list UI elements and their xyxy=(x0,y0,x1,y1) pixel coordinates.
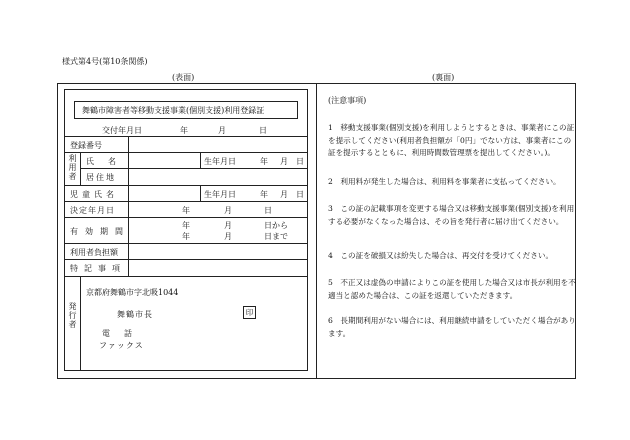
issuer-label: 発行者 xyxy=(68,302,77,329)
birth-date-label: 生年月日 xyxy=(204,157,236,166)
birth-column-line xyxy=(200,185,201,201)
birth-column-line xyxy=(200,152,201,168)
issuer-address: 京都府舞鶴市字北吸1044 xyxy=(86,288,179,297)
row-line xyxy=(64,276,308,277)
note-item: 5 不正又は虚偽の申請によりこの証を使用した場合又は市長が利用を不適当と認めた場合は、この証を返還していただきます。 xyxy=(328,278,576,300)
validity-period-label: 有効期間 xyxy=(70,227,130,236)
row-line xyxy=(64,152,308,153)
issue-year: 年 xyxy=(180,126,188,135)
row-line xyxy=(64,136,308,137)
issue-date-label: 交付年月日 xyxy=(102,126,142,135)
validity-end-year: 年 xyxy=(182,232,190,241)
issuer-column-line xyxy=(80,276,81,371)
validity-start-year: 年 xyxy=(182,221,190,230)
issue-day: 日 xyxy=(259,126,267,135)
issue-month: 月 xyxy=(218,126,226,135)
row-line xyxy=(80,168,308,169)
front-label: (表面) xyxy=(172,73,195,82)
seal-box: 印 xyxy=(243,306,256,319)
validity-until: 日まで xyxy=(264,232,288,241)
row-line xyxy=(64,185,308,186)
validity-from: 日から xyxy=(264,221,288,230)
note-item: 3 この証の記載事項を変更する場合又は移動支援事業(個別支援)を利用する必要がなくなった場合は、その旨を発行者に届け出てください。 xyxy=(328,204,575,226)
group-column-line xyxy=(80,152,81,185)
note-item: 4 この証を破損又は紛失した場合は、再交付を受けてください。 xyxy=(328,251,554,260)
birth-day: 日 xyxy=(296,157,304,166)
residence-label: 居住地 xyxy=(86,173,116,182)
certificate-title: 舞鶴市障害者等移動支援事業(個別支援)利用登録証 xyxy=(82,106,265,115)
name-label: 氏名 xyxy=(86,157,130,166)
validity-end-month: 月 xyxy=(224,232,232,241)
validity-start-month: 月 xyxy=(224,221,232,230)
child-name-label: 児童氏名 xyxy=(70,190,118,199)
note-item: 6 長期間利用がない場合には、利用継続申請をしていただく場合があります。 xyxy=(328,316,576,338)
row-line xyxy=(64,201,308,202)
center-divider xyxy=(316,83,317,379)
child-birth-date-label: 生年月日 xyxy=(204,190,236,199)
decision-date-label: 決定年月日 xyxy=(70,206,115,215)
user-charge-label: 利用者負担額 xyxy=(70,248,118,257)
birth-month: 月 xyxy=(280,157,288,166)
decision-day: 日 xyxy=(264,206,272,215)
issuer-mayor: 舞鶴市長 xyxy=(117,310,153,319)
form-number: 様式第4号(第10条関係) xyxy=(62,57,148,66)
special-notes-label: 特記事項 xyxy=(70,264,126,273)
decision-month: 月 xyxy=(224,206,232,215)
fax-label: ファックス xyxy=(99,341,144,350)
row-line xyxy=(64,243,308,244)
decision-year: 年 xyxy=(182,206,190,215)
notes-heading: (注意事項) xyxy=(328,96,367,105)
birth-year: 年 xyxy=(260,157,268,166)
note-item: 1 移動支援事業(個別支援)を利用しようとするときは、事業者にこの証を提示してください(利用者負担額が「0円」でない方は、事業者にこの証を提示するとともに、利用時間数管理票を提出してください。)。 xyxy=(328,123,575,157)
back-label: (裏面) xyxy=(432,73,455,82)
registration-number-label: 登録番号 xyxy=(70,141,102,150)
child-birth-month: 月 xyxy=(280,190,288,199)
phone-label: 電話 xyxy=(102,329,146,338)
user-group-label: 利用者 xyxy=(68,154,77,181)
row-line xyxy=(64,259,308,260)
child-birth-day: 日 xyxy=(296,190,304,199)
child-birth-year: 年 xyxy=(260,190,268,199)
note-item: 2 利用料が発生した場合は、利用料を事業者に支払ってください。 xyxy=(328,177,561,186)
row-line xyxy=(64,217,308,218)
